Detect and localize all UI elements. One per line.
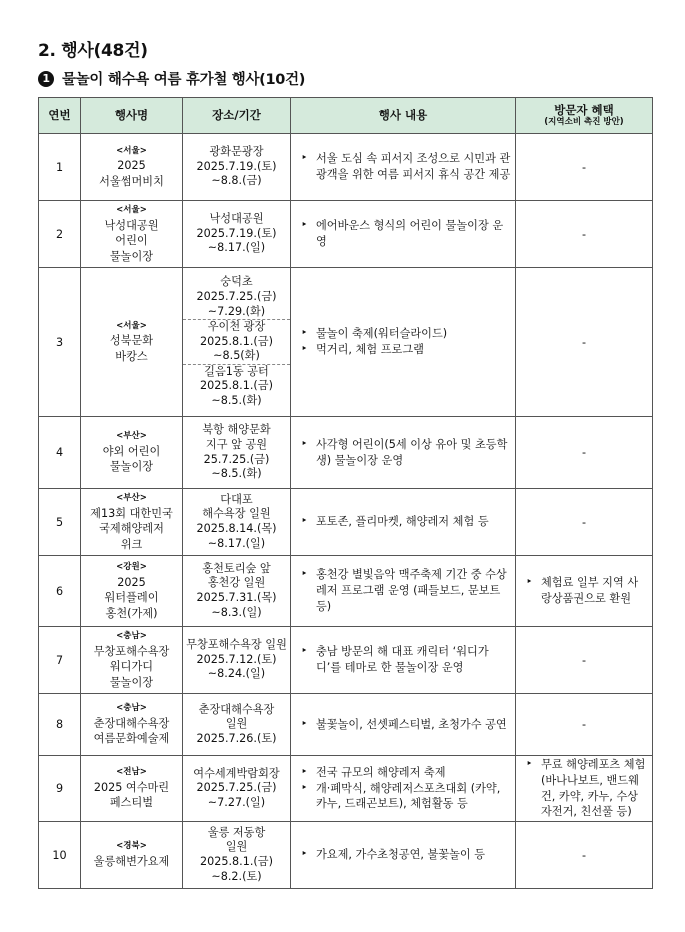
- content-cell: [291, 417, 516, 489]
- col-header-benefit-sub: (지역소비 촉진 방안): [544, 117, 624, 128]
- place-cell: [183, 417, 291, 489]
- table-row: [39, 417, 653, 489]
- benefit-item: ‣ 무료 해양레포츠 체험 (바나나보트, 밴드웨건, 카약, 카누, 수상자전거, 친선풀 등): [526, 757, 648, 820]
- content-cell: [291, 556, 516, 627]
- place-period: 북항 해양문화 지구 앞 공원 25.7.25.(금) ~8.5.(화): [202, 423, 271, 481]
- place-period: 광화문광장 2025.7.19.(토) ~8.8.(금): [196, 145, 277, 188]
- benefit-cell: [516, 268, 653, 417]
- row-number: 10: [39, 822, 81, 889]
- benefit-value: -: [581, 160, 587, 174]
- content-list: [291, 151, 515, 182]
- col-header-place: 장소/기간: [183, 98, 291, 134]
- event-name-cell: [81, 822, 183, 889]
- content-item: ‣ 포토존, 플리마켓, 해양레저 체험 등: [301, 514, 511, 530]
- benefit-value: -: [581, 227, 587, 241]
- place-period: 춘장대해수욕장 일원 2025.7.26.(토): [196, 702, 277, 745]
- benefit-value: -: [581, 653, 587, 667]
- col-header-content: 행사 내용: [291, 98, 516, 134]
- row-number: 7: [39, 627, 81, 694]
- events-table: [38, 97, 653, 889]
- event-name-cell: [81, 417, 183, 489]
- table-row: [39, 556, 653, 627]
- benefit-cell: [516, 556, 653, 627]
- region-label: <충남>: [116, 631, 147, 642]
- event-name: 울릉해변가요제: [93, 855, 170, 869]
- place-cell: [183, 489, 291, 556]
- place-cell: [183, 756, 291, 822]
- row-number: 2: [39, 201, 81, 268]
- place-cell: [183, 556, 291, 627]
- region-label: <서울>: [116, 320, 147, 331]
- content-item: ‣ 가요제, 가수초청공연, 불꽃놀이 등: [301, 847, 511, 863]
- content-list: [291, 567, 515, 614]
- content-item: ‣ 사각형 어린이(5세 이상 유아 및 초등학생) 물놀이장 운영: [301, 437, 511, 468]
- row-number: 6: [39, 556, 81, 627]
- benefit-item: ‣ 체험료 일부 지역 사랑상품권으로 환원: [526, 575, 648, 606]
- table-row: [39, 201, 653, 268]
- event-name-cell: [81, 627, 183, 694]
- region-label: <충남>: [116, 703, 147, 714]
- event-name: 성북문화 바캉스: [109, 334, 154, 363]
- col-header-benefit-title: 방문자 혜택: [554, 102, 614, 117]
- region-label: <부산>: [116, 431, 147, 442]
- event-name-cell: [81, 556, 183, 627]
- content-cell: [291, 822, 516, 889]
- content-list: [291, 218, 515, 249]
- region-label: <부산>: [116, 493, 147, 504]
- region-label: <경북>: [116, 841, 147, 852]
- benefit-cell: [516, 201, 653, 268]
- row-number: 1: [39, 134, 81, 201]
- event-name: 2025 여수마린 페스티벌: [93, 780, 170, 810]
- event-name: 2025 워터플레이 홍천(가제): [104, 575, 159, 620]
- table-row: [39, 694, 653, 756]
- event-name-cell: [81, 268, 183, 417]
- content-item: ‣ 서울 도심 속 피서지 조성으로 시민과 관광객을 위한 여름 피서지 휴식 공간 제공: [301, 151, 511, 182]
- event-name: 낙성대공원 어린이 물놀이장: [104, 218, 159, 263]
- benefit-cell: [516, 627, 653, 694]
- content-cell: [291, 627, 516, 694]
- table-header-row: [39, 98, 653, 134]
- table-row: [39, 822, 653, 889]
- benefit-cell: [516, 694, 653, 756]
- benefit-value: -: [581, 335, 587, 349]
- content-cell: [291, 268, 516, 417]
- content-list: [291, 847, 515, 863]
- row-number: 5: [39, 489, 81, 556]
- content-cell: [291, 756, 516, 822]
- event-name: 야외 어린이 물놀이장: [102, 444, 161, 474]
- content-item: ‣ 에어바운스 형식의 어린이 물놀이장 운영: [301, 218, 511, 249]
- benefit-list: [516, 575, 652, 606]
- content-list: [291, 765, 515, 812]
- table-row: [39, 489, 653, 556]
- place-cell: [183, 201, 291, 268]
- subsection-title: 물놀이 해수욕 여름 휴가철 행사(10건): [62, 72, 306, 88]
- place-period: 여수세계박람회장 2025.7.25.(금) ~7.27.(일): [193, 766, 280, 809]
- benefit-cell: [516, 489, 653, 556]
- content-cell: [291, 489, 516, 556]
- place-period: 낙성대공원 2025.7.19.(토) ~8.17.(일): [196, 212, 277, 255]
- place-period: 홍천토리숲 앞 홍천강 일원 2025.7.31.(목) ~8.3.(일): [196, 561, 277, 619]
- event-name-cell: [81, 201, 183, 268]
- table-row: [39, 268, 653, 417]
- event-name: 춘장대해수욕장 여름문화예술제: [93, 716, 170, 746]
- event-name-cell: [81, 694, 183, 756]
- subsection-heading: [38, 68, 305, 89]
- region-label: <서울>: [116, 145, 147, 156]
- benefit-value: -: [581, 718, 587, 731]
- event-name-cell: [81, 489, 183, 556]
- content-list: [291, 644, 515, 675]
- content-cell: [291, 694, 516, 756]
- content-item: ‣ 개·폐막식, 해양레저스포츠대회 (카약, 카누, 드래곤보트), 체험활동 등: [301, 781, 511, 812]
- region-label: <강원>: [116, 562, 147, 573]
- place-period: 길음1동 공터 2025.8.1.(금) ~8.5.(화): [183, 364, 290, 409]
- event-name-cell: [81, 134, 183, 201]
- place-cell: [183, 822, 291, 889]
- content-cell: [291, 134, 516, 201]
- benefit-value: -: [581, 515, 587, 529]
- section-heading: 2. 행사(48건): [38, 41, 148, 61]
- benefit-cell: [516, 417, 653, 489]
- place-period: 우이천 광장 2025.8.1.(금) ~8.5(화): [183, 319, 290, 364]
- region-label: <서울>: [116, 205, 147, 216]
- region-label: <전남>: [116, 767, 147, 778]
- table-row: [39, 756, 653, 822]
- content-item: ‣ 물놀이 축제(워터슬라이드): [301, 326, 511, 342]
- event-name-cell: [81, 756, 183, 822]
- content-item: ‣ 먹거리, 체험 프로그램: [301, 342, 511, 358]
- content-list: [291, 437, 515, 468]
- col-header-no: 연번: [39, 98, 81, 134]
- table-row: [39, 134, 653, 201]
- benefit-value: -: [581, 446, 587, 459]
- place-cell: [183, 134, 291, 201]
- content-list: [291, 326, 515, 357]
- row-number: 9: [39, 756, 81, 822]
- event-name: 무창포해수욕장 워디가디 물놀이장: [93, 644, 170, 689]
- number-badge: 1: [38, 71, 54, 87]
- content-cell: [291, 201, 516, 268]
- benefit-value: -: [581, 848, 587, 862]
- benefit-cell: [516, 756, 653, 822]
- benefit-cell: [516, 822, 653, 889]
- event-name: 제13회 대한민국 국제해양레저 위크: [90, 506, 173, 551]
- row-number: 3: [39, 268, 81, 417]
- content-list: [291, 514, 515, 530]
- col-header-benefit: [516, 98, 653, 134]
- benefit-cell: [516, 134, 653, 201]
- content-list: [291, 717, 515, 733]
- benefit-list: [516, 757, 652, 820]
- row-number: 4: [39, 417, 81, 489]
- place-period: 울릉 저동항 일원 2025.8.1.(금) ~8.2.(토): [200, 825, 273, 883]
- place-cell: [183, 694, 291, 756]
- place-cell: [183, 627, 291, 694]
- place-period: 다대포 해수욕장 일원 2025.8.14.(목) ~8.17.(일): [196, 492, 277, 550]
- content-item: ‣ 충남 방문의 해 대표 캐릭터 ‘워디가디’를 테마로 한 물놀이장 운영: [301, 644, 511, 675]
- event-name: 2025 서울썸머비치: [99, 159, 164, 188]
- table-row: [39, 627, 653, 694]
- row-number: 8: [39, 694, 81, 756]
- content-item: ‣ 전국 규모의 해양레저 축제: [301, 765, 511, 781]
- place-cell: [183, 268, 291, 417]
- col-header-name: 행사명: [81, 98, 183, 134]
- place-period: 무창포해수욕장 일원 2025.7.12.(토) ~8.24.(일): [186, 638, 287, 681]
- content-item: ‣ 홍천강 별빛음악 맥주축제 기간 중 수상레저 프로그램 운영 (패들보드, 문보트 등): [301, 567, 511, 614]
- content-item: ‣ 불꽃놀이, 선셋페스티벌, 초청가수 공연: [301, 717, 511, 733]
- place-period: 숭덕초 2025.7.25.(금) ~7.29.(화): [196, 275, 277, 318]
